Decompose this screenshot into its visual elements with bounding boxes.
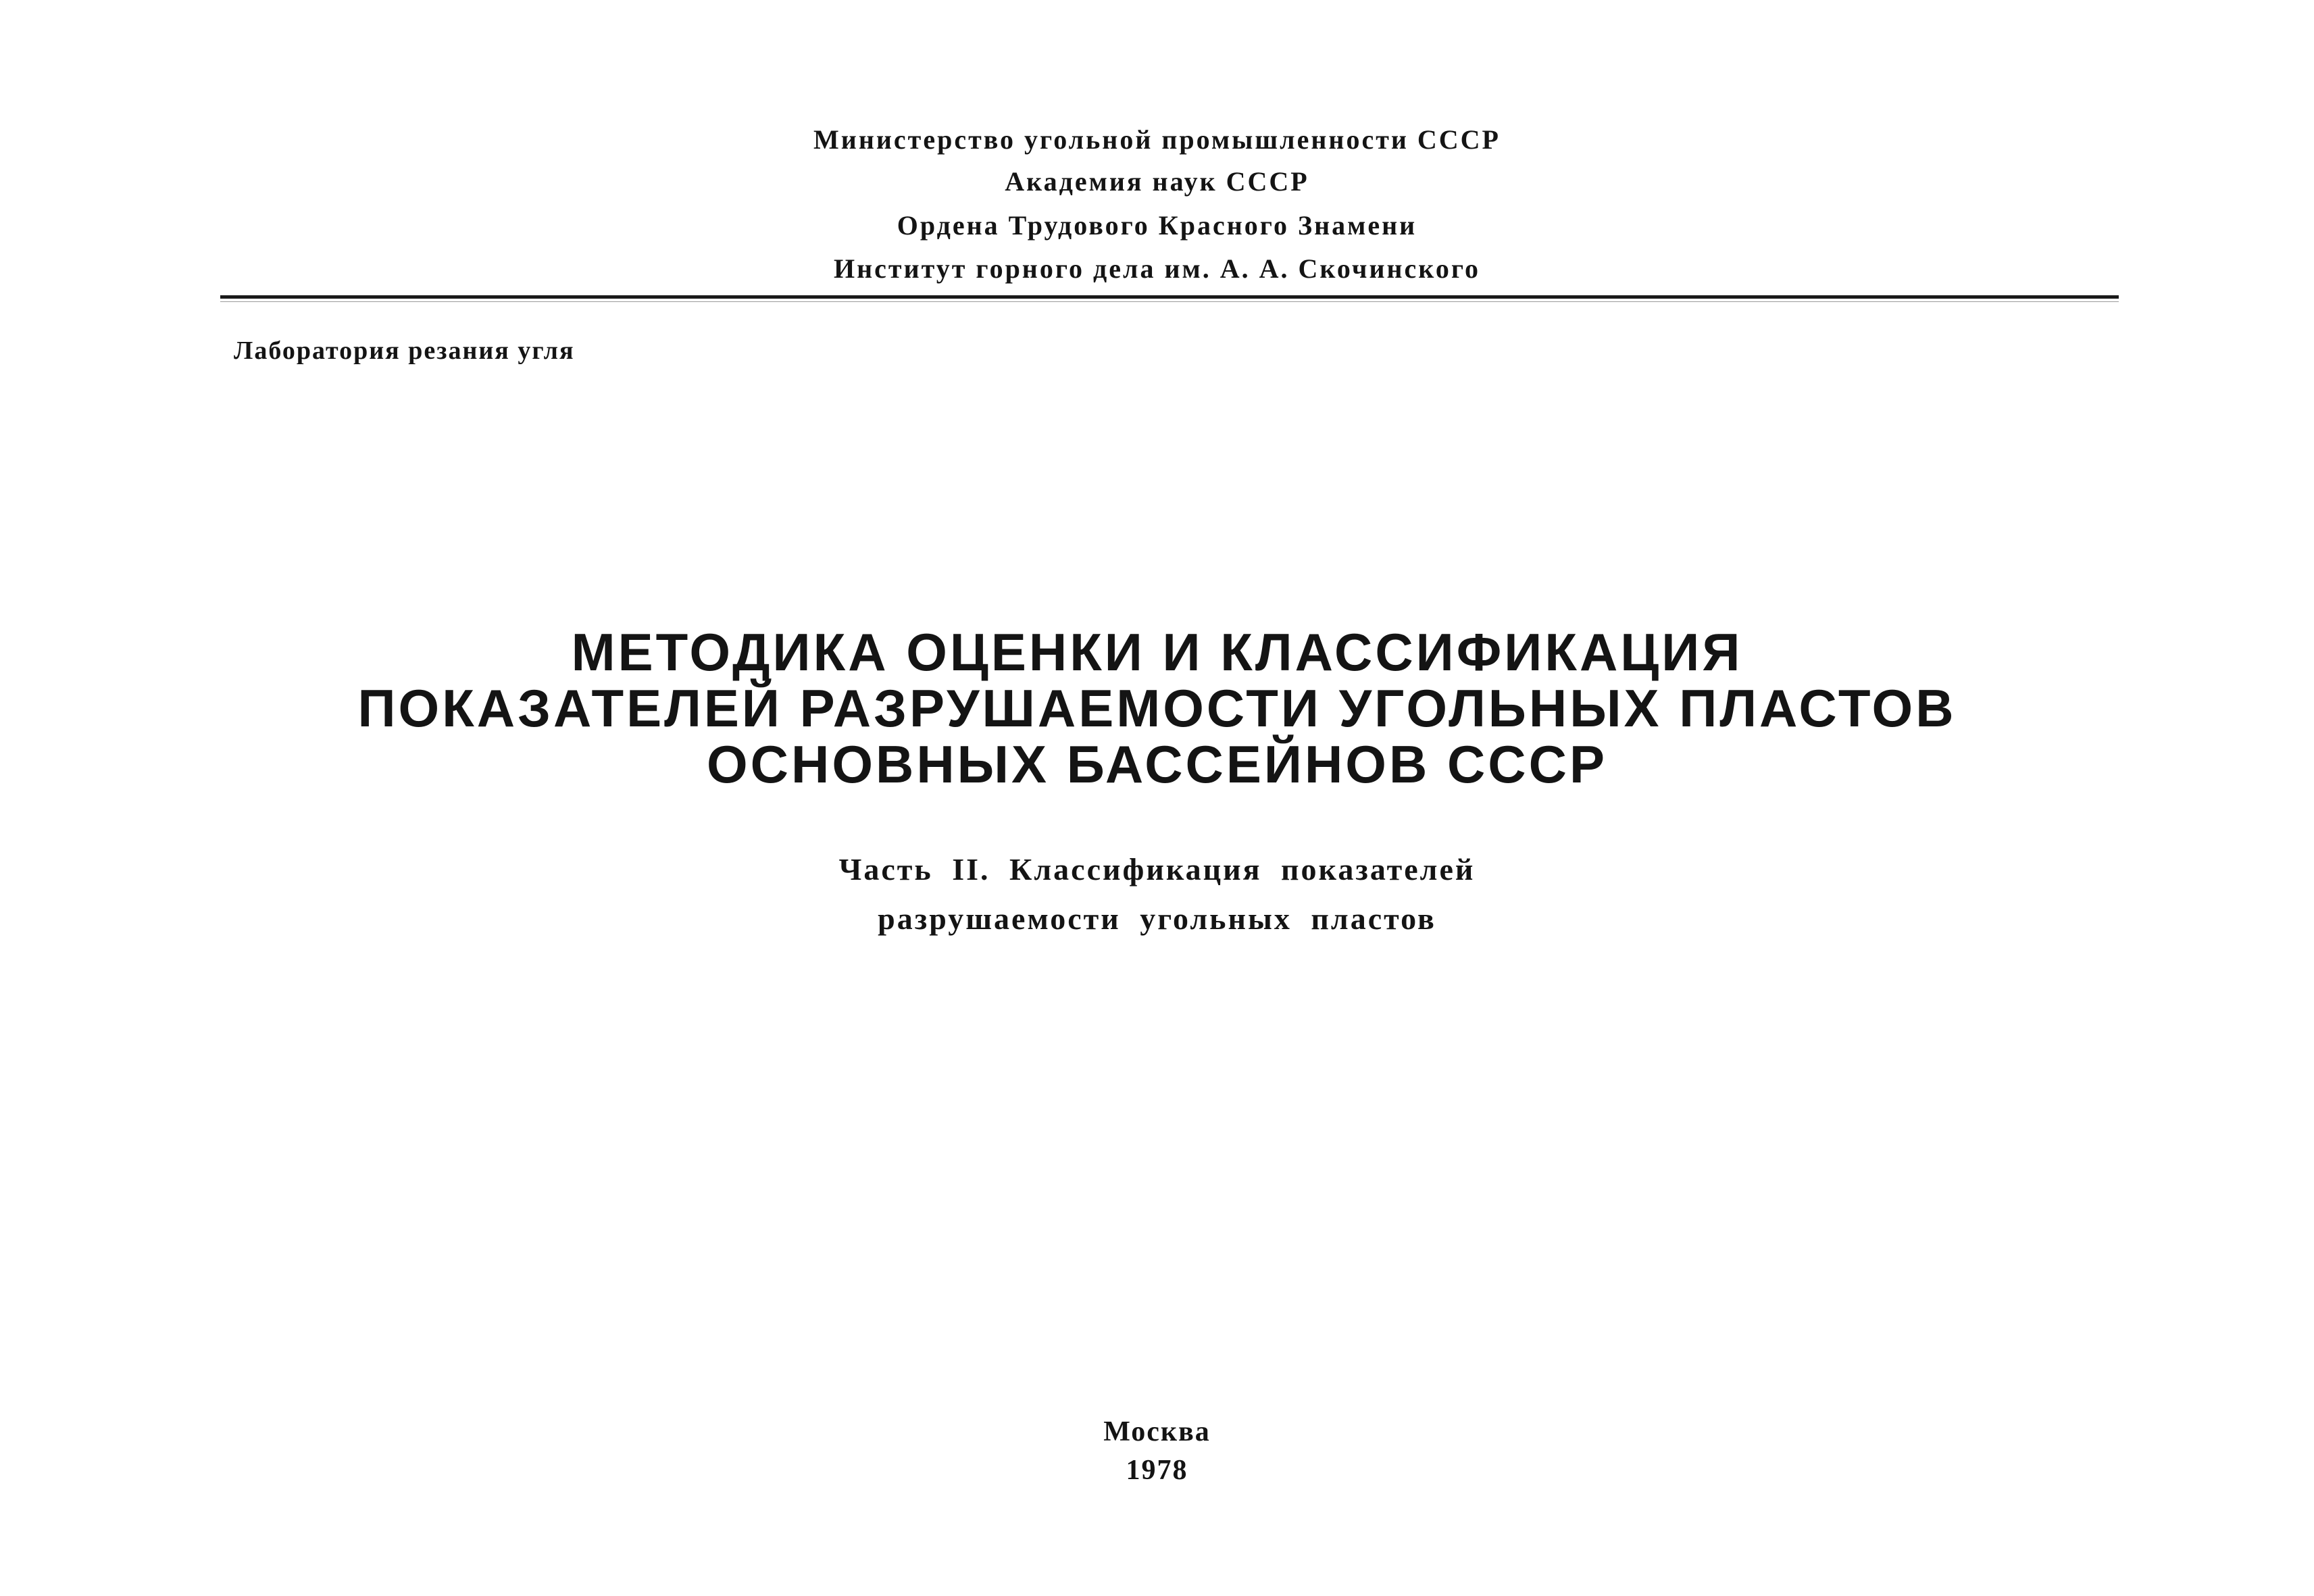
institute-line: Институт горного дела им. А. А. Скочинского bbox=[834, 253, 1480, 284]
title-line-2: ПОКАЗАТЕЛЕЙ РАЗРУШАЕМОСТИ УГОЛЬНЫХ ПЛАСТОВ bbox=[357, 678, 1957, 738]
header-divider bbox=[220, 295, 2119, 299]
ministry-line: Министерство угольной промышленности СССР bbox=[813, 124, 1501, 155]
imprint-year: 1978 bbox=[1126, 1455, 1188, 1486]
order-line: Ордена Трудового Красного Знамени bbox=[897, 210, 1417, 241]
subtitle-line-1: Часть II. Классификация показателей bbox=[838, 852, 1476, 887]
subtitle-line-2: разрушаемости угольных пластов bbox=[878, 901, 1436, 936]
imprint-city: Москва bbox=[1103, 1416, 1211, 1447]
laboratory-name: Лаборатория резания угля bbox=[234, 336, 575, 365]
academy-line: Академия наук СССР bbox=[1005, 166, 1309, 197]
header-divider-thin bbox=[220, 301, 2119, 302]
title-line-3: ОСНОВНЫХ БАССЕЙНОВ СССР bbox=[707, 734, 1607, 794]
title-line-1: МЕТОДИКА ОЦЕНКИ И КЛАССИФИКАЦИЯ bbox=[571, 622, 1743, 682]
